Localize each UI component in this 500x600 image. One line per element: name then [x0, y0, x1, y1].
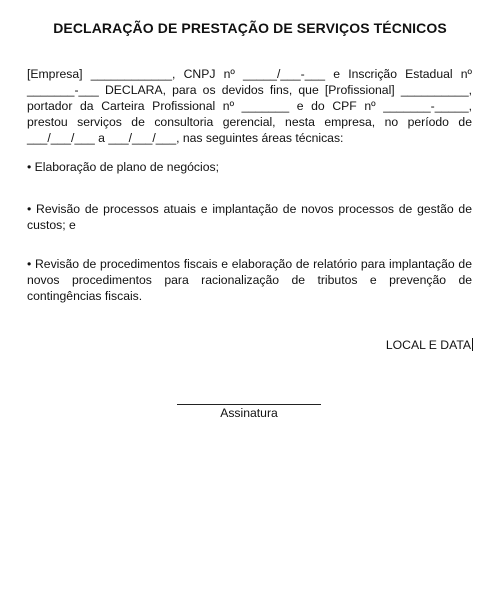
bullet-item-process-review: • Revisão de processos atuais e implantação de novos processos de gestão de custos; e — [27, 202, 472, 232]
declaration-paragraph: [Empresa] ____________, CNPJ nº _____/___-___ e Inscrição Estadual nº _______-___ DECLARA, para os devidos fins, que [Profissional] __________, portador da Carteira Profissional nº _______ e do CPF nº _______-_____, prestou serviços de consultoria gerencial, nesta empresa, no período de ___/___/___ a ___/___/___, nas seguintes áreas técnicas: — [27, 67, 472, 145]
local-date-field[interactable] — [386, 337, 473, 353]
bullet-item-fiscal-review: • Revisão de procedimentos fiscais e elaboração de relatório para implantação de novos procedimentos para racionalização de tributos e prevenção de contingências fiscais. — [27, 257, 472, 303]
document-title: DECLARAÇÃO DE PRESTAÇÃO DE SERVIÇOS TÉCNICOS — [53, 20, 447, 36]
bullet-item-business-plan: • Elaboração de plano de negócios; — [27, 160, 219, 174]
signature-label: Assinatura — [220, 406, 278, 420]
local-date-text: LOCAL E DATA — [385, 338, 471, 352]
text-cursor — [472, 338, 473, 351]
